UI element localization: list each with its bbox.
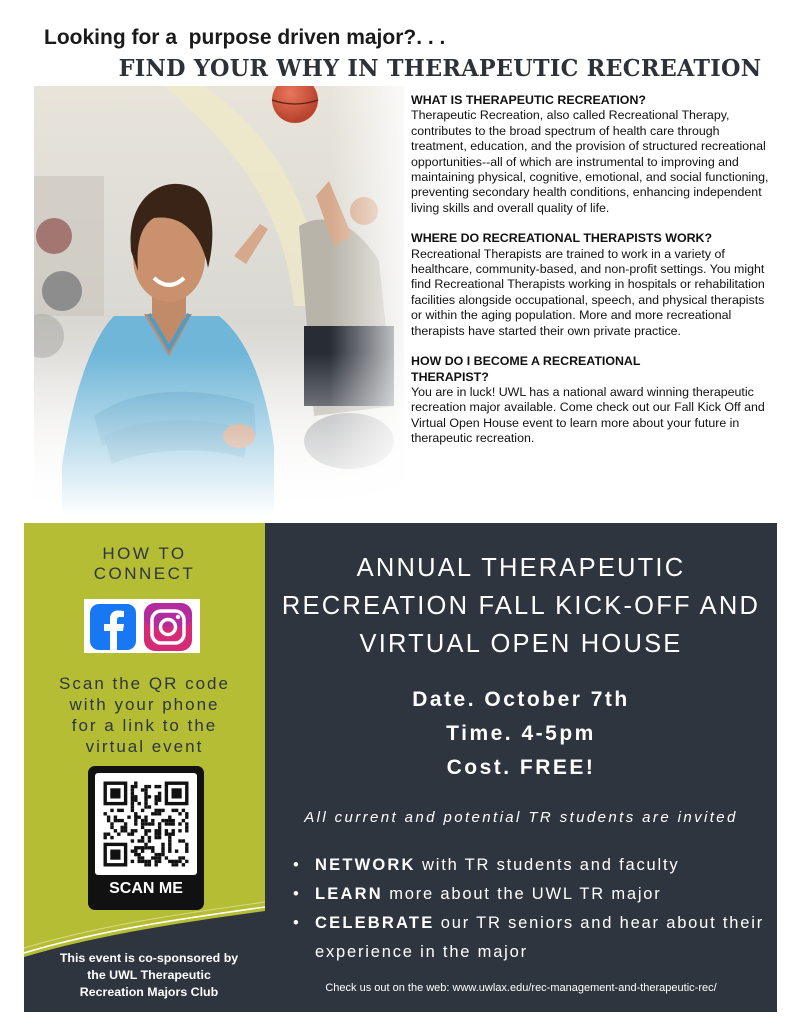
website-link[interactable]: Check us out on the web: www.uwlax.edu/rec-management-and-therapeutic-rec/ xyxy=(325,982,717,994)
event-bullets xyxy=(293,851,773,967)
article xyxy=(411,93,769,462)
event-details xyxy=(265,683,777,785)
social-icons-graphic xyxy=(84,599,200,653)
scan-me-label: SCAN ME xyxy=(109,880,183,897)
connect-panel xyxy=(24,523,265,1012)
section-heading: WHERE DO RECREATIONAL THERAPISTS WORK? xyxy=(411,231,713,246)
scan-line: virtual event xyxy=(85,737,204,756)
section-heading: HOW DO I BECOME A RECREATIONAL THERAPIST? xyxy=(411,354,641,384)
page-title: FIND YOUR WHY IN THERAPEUTIC RECREATION xyxy=(118,55,762,82)
connect-heading-line: HOW TO xyxy=(102,544,187,563)
event-time: Time. 4-5pm xyxy=(446,722,596,745)
sponsor-note xyxy=(38,950,260,1001)
bullet-text: more about the UWL TR major xyxy=(382,885,662,903)
scan-line: with your phone xyxy=(69,695,220,714)
event-title-line: ANNUAL THERAPEUTIC xyxy=(356,554,686,582)
qr-code[interactable] xyxy=(88,766,204,910)
section-heading: WHAT IS THERAPEUTIC RECREATION? xyxy=(411,93,646,107)
sponsor-line: This event is co-sponsored by xyxy=(59,951,239,965)
qr-pattern xyxy=(95,773,197,875)
facebook-icon[interactable] xyxy=(90,604,136,650)
bullet-item xyxy=(293,851,773,880)
scan-line: for a link to the xyxy=(71,716,218,735)
event-title-line: RECREATION FALL KICK-OFF AND xyxy=(281,592,761,620)
scan-line: Scan the QR code xyxy=(59,674,230,693)
sponsor-line: the UWL Therapeutic xyxy=(87,968,211,982)
event-cost: Cost. FREE! xyxy=(446,756,596,779)
headline: Looking for a purpose driven major?. . . xyxy=(44,26,446,49)
bullet-item xyxy=(293,909,773,967)
sponsor-line: Recreation Majors Club xyxy=(79,985,219,999)
invite-text: All current and potential TR students are invited xyxy=(304,809,738,826)
bullet-keyword: LEARN xyxy=(315,885,383,903)
hero-photo xyxy=(34,86,404,516)
section-body: You are in luck! UWL has a national award winning therapeutic recreation major available. Come check out our Fall Kick Off and Virtual Open House event to learn more about your future in therapeutic recreation. xyxy=(411,384,765,446)
connect-heading xyxy=(24,544,265,584)
instagram-icon[interactable] xyxy=(144,603,192,651)
section-body: Therapeutic Recreation, also called Recreational Therapy, contributes to the broad spectrum of health care through treatment, education, and the provision of structured recreational opportunities--all of which are instrumental to improving and maintaining physical, cognitive, emotional, and social functioning, preventing secondary health conditions, enhancing independent living skills and overall quality of life. xyxy=(411,108,769,215)
event-title xyxy=(265,549,777,663)
scan-instructions xyxy=(24,673,265,757)
social-icons xyxy=(84,599,200,653)
event-panel xyxy=(265,523,777,1012)
event-title-line: VIRTUAL OPEN HOUSE xyxy=(359,630,683,658)
bullet-text: with TR students and faculty xyxy=(415,856,680,874)
bullet-item xyxy=(293,880,773,909)
bullet-text: our TR seniors and hear about their experience in the major xyxy=(315,914,764,961)
bullet-keyword: CELEBRATE xyxy=(315,914,435,932)
event-date: Date. October 7th xyxy=(412,688,630,711)
bullet-keyword: NETWORK xyxy=(315,856,416,874)
section-body: Recreational Therapists are trained to work in a variety of healthcare, community-based, and non-profit settings. You might find Recreational Therapists working in hospitals or rehabilitation facilities alongside occupational, speech, and physical therapists or within the aging population. More and more recreational therapists have started their own private practice. xyxy=(411,246,765,338)
connect-heading-line: CONNECT xyxy=(93,564,196,583)
qr-code-image[interactable] xyxy=(95,773,197,875)
